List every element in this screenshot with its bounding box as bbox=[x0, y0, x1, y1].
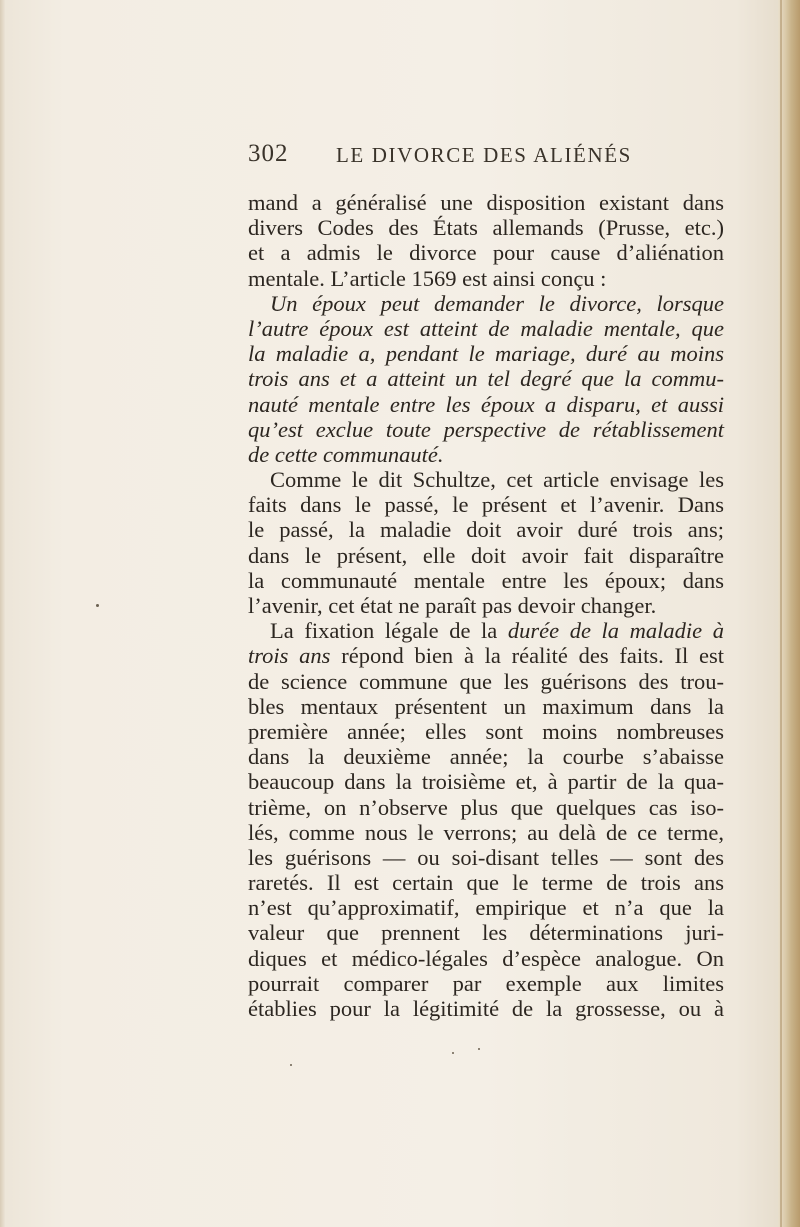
page-left-edge bbox=[0, 0, 6, 1227]
text-line: dans le présent, elle doit avoir fait disparaître bbox=[248, 542, 724, 568]
text-line: mentale. L’article 1569 est ainsi conçu : bbox=[248, 265, 607, 291]
page-header bbox=[248, 140, 728, 176]
print-speck bbox=[452, 1052, 454, 1054]
print-speck bbox=[478, 1048, 480, 1050]
text-line: mand a généralisé une disposition existant dans bbox=[248, 190, 724, 215]
text-line: dans la deuxième année; la courbe s’abaisse bbox=[248, 744, 724, 770]
text-line: faits dans le passé, le présent et l’avenir. Dans bbox=[248, 492, 724, 518]
text-line bbox=[248, 618, 724, 643]
print-speck bbox=[290, 1064, 292, 1066]
italic-segment: durée de la maladie à bbox=[507, 618, 724, 644]
quote-line: qu’est exclue toute perspective de rétablissement bbox=[248, 416, 724, 442]
text-line: établies pour la légitimité de la grossesse, ou à bbox=[248, 996, 724, 1021]
quote-line: Un époux peut demander le divorce, lorsque bbox=[270, 290, 724, 316]
text-line: et a admis le divorce pour cause d’aliénation bbox=[248, 240, 724, 266]
quote-line: la maladie a, pendant le mariage, duré au moins bbox=[248, 341, 724, 367]
text-line: première année; elles sont moins nombreuses bbox=[248, 718, 724, 744]
text-line: lés, comme nous le verrons; au delà de ce terme, bbox=[248, 819, 724, 845]
text-line: Comme le dit Schultze, cet article envisage les bbox=[270, 467, 724, 493]
print-speck bbox=[96, 604, 99, 607]
text-line: la communauté mentale entre les époux; dans bbox=[248, 567, 724, 593]
text-line: le passé, la maladie doit avoir duré trois ans; bbox=[248, 517, 724, 543]
text-segment: répond bien à la réalité des faits. Il est bbox=[330, 643, 725, 669]
quote-line: de cette communauté. bbox=[248, 441, 444, 467]
text-line: bles mentaux présentent un maximum dans la bbox=[248, 693, 724, 719]
text-line: diques et médico-légales d’espèce analogue. On bbox=[248, 945, 724, 971]
body-text bbox=[248, 190, 724, 1021]
quote-line: l’autre époux est atteint de maladie mentale, que bbox=[248, 315, 724, 341]
text-line bbox=[248, 643, 724, 668]
running-head: LE DIVORCE DES ALIÉNÉS bbox=[336, 143, 632, 167]
text-line: beaucoup dans la troisième et, à partir de la qua- bbox=[248, 769, 724, 795]
text-line: divers Codes des États allemands (Prusse, etc.) bbox=[248, 215, 724, 241]
page-number: 302 bbox=[248, 140, 289, 167]
italic-segment: trois ans bbox=[248, 643, 331, 669]
text-line: valeur que prennent les déterminations juri- bbox=[248, 920, 724, 946]
text-line: n’est qu’approximatif, empirique et n’a que la bbox=[248, 895, 724, 921]
binding-shadow-line bbox=[780, 0, 782, 1227]
quote-line: trois ans et a atteint un tel degré que la commu- bbox=[248, 366, 724, 392]
text-line: trième, on n’observe plus que quelques cas iso- bbox=[248, 794, 724, 820]
text-line: pourrait comparer par exemple aux limites bbox=[248, 970, 724, 996]
text-segment: La fixation légale de la bbox=[270, 618, 508, 644]
text-line: de science commune que les guérisons des trou- bbox=[248, 668, 724, 694]
text-line: l’avenir, cet état ne paraît pas devoir changer. bbox=[248, 593, 657, 618]
text-line: raretés. Il est certain que le terme de trois ans bbox=[248, 870, 724, 896]
text-line: les guérisons — ou soi-disant telles — sont des bbox=[248, 844, 724, 870]
quote-line: nauté mentale entre les époux a disparu, et aussi bbox=[248, 391, 724, 417]
